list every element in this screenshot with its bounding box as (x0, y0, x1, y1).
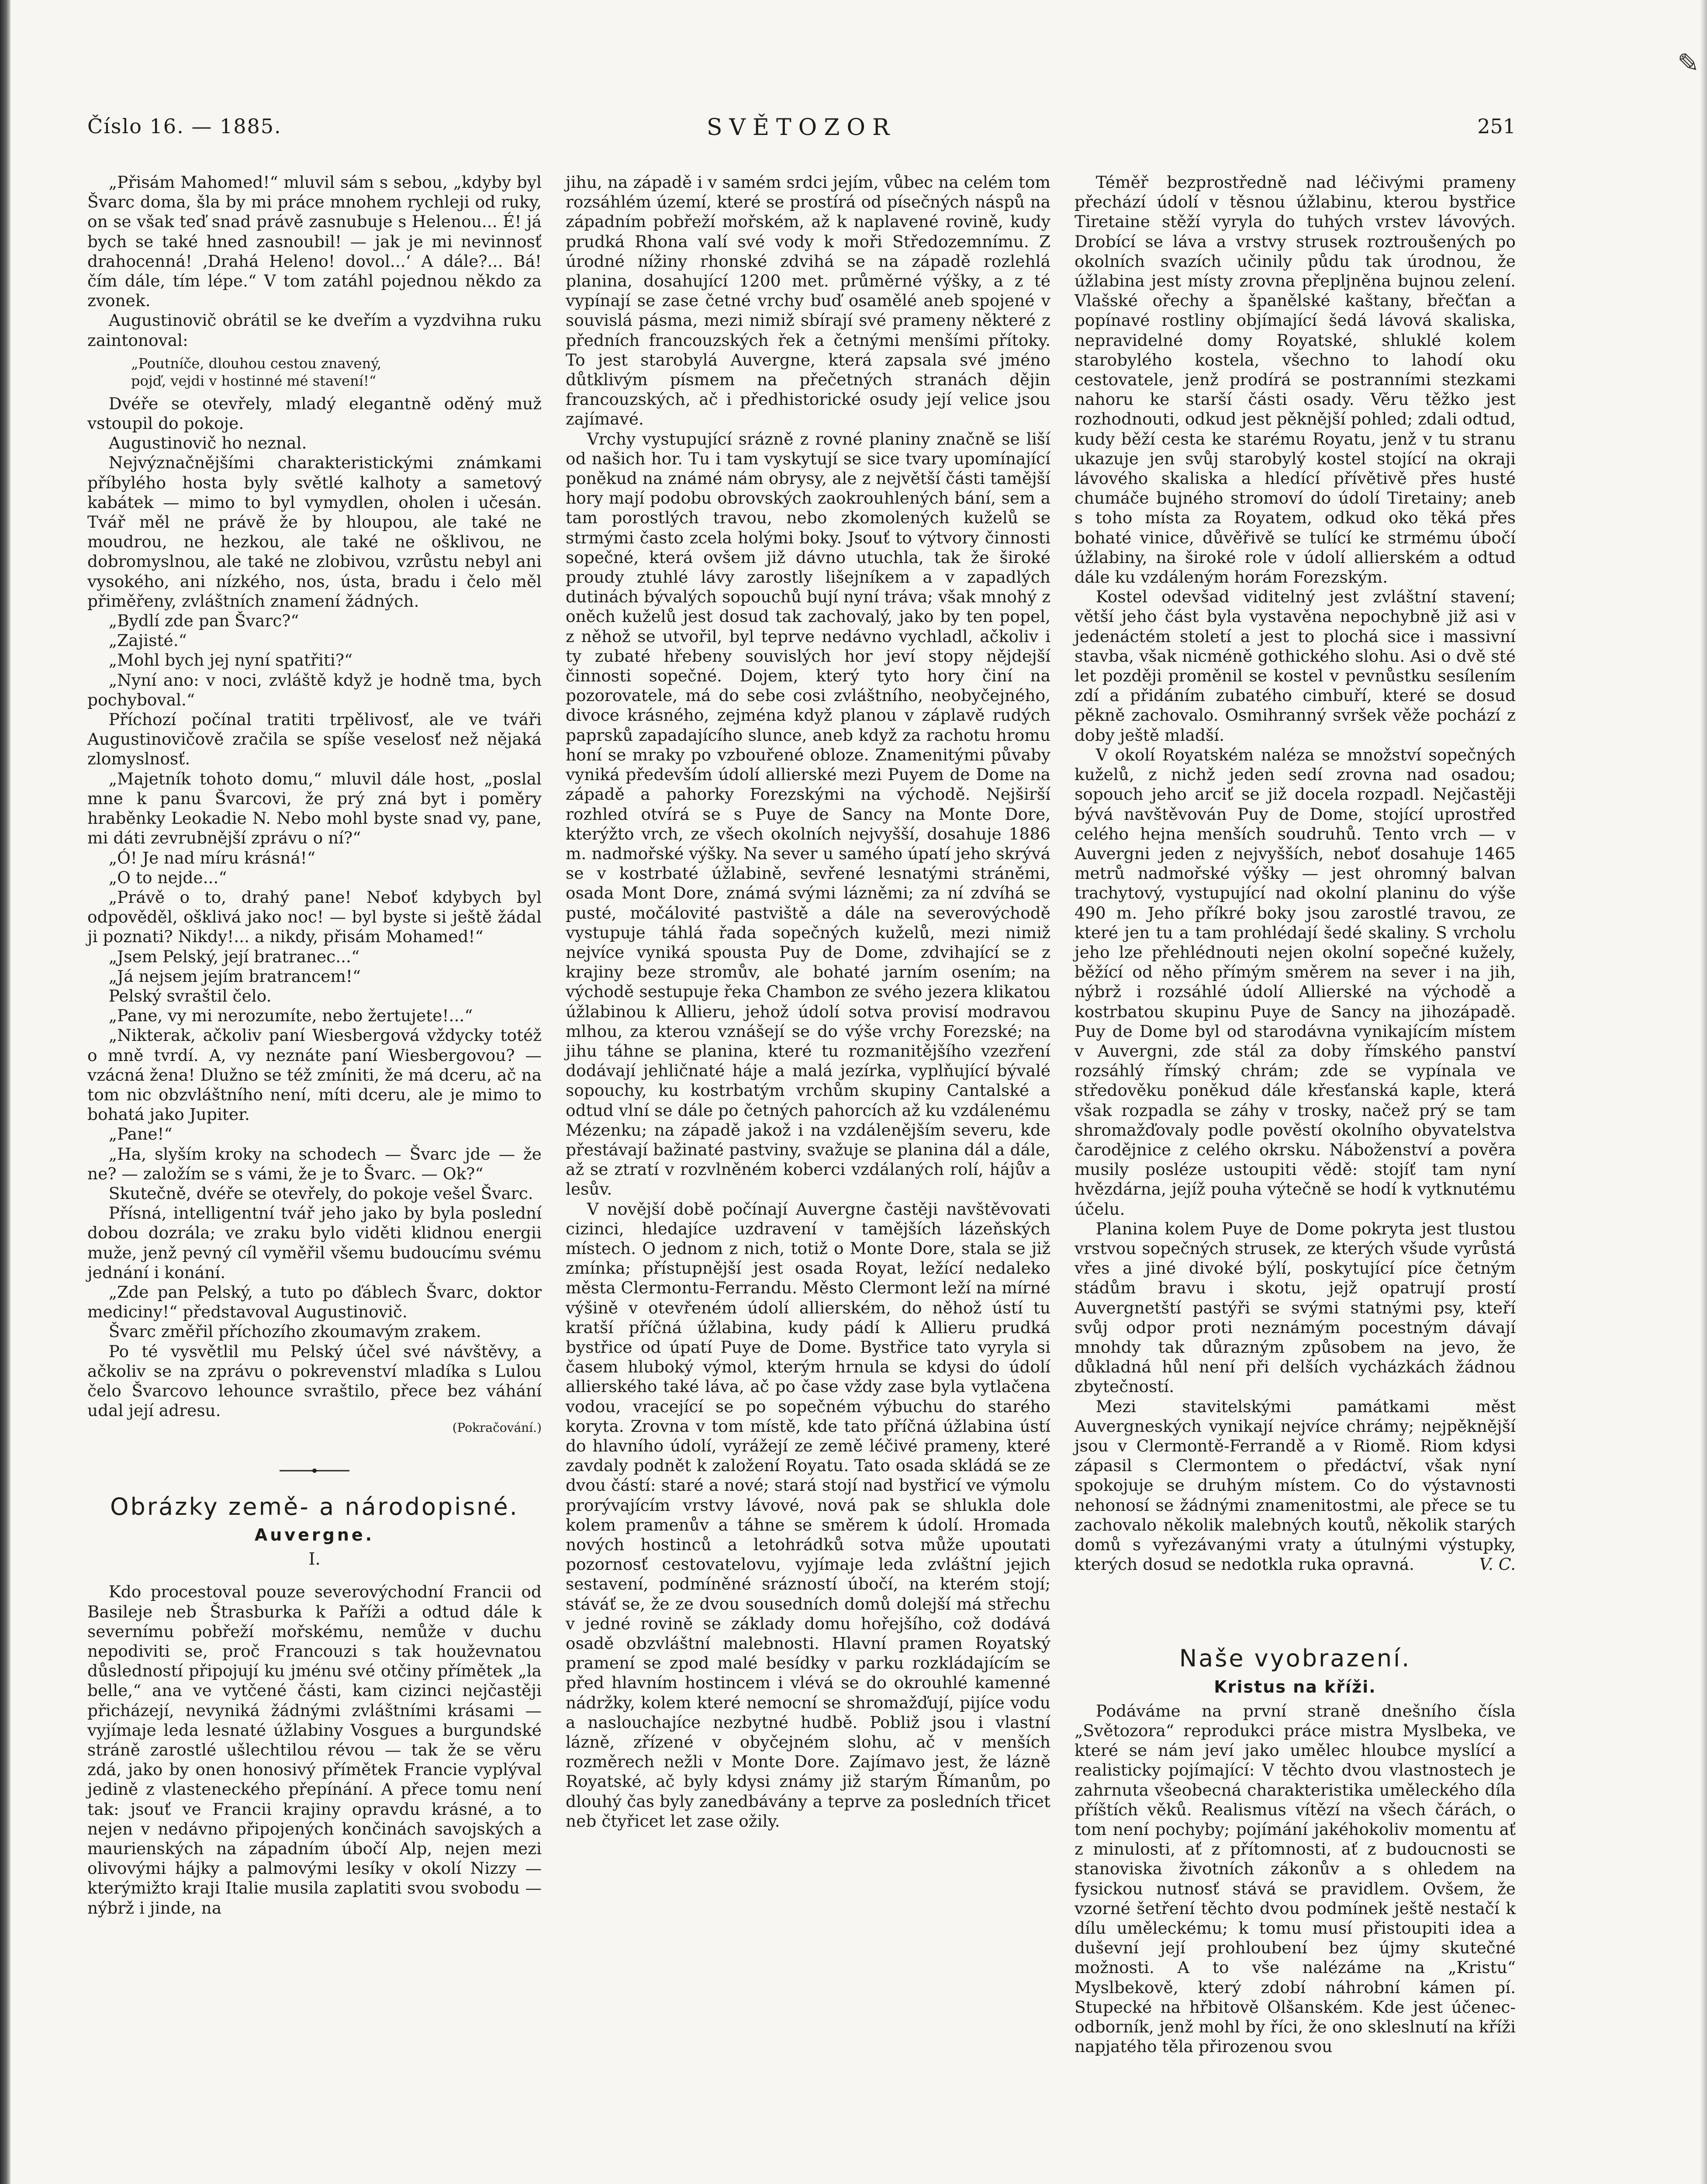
page-number: 251 (1477, 114, 1516, 138)
paragraph: Pelský svraštil čelo. (108, 986, 272, 1006)
section-subtitle: Kristus na kříži. (1214, 1677, 1376, 1697)
author-signature: V. C. (1479, 1555, 1516, 1574)
paragraph: „Mohl bych jej nyní spatřiti?“ (108, 650, 353, 670)
paragraph-text: Mezi stavitelskými památkami měst Auvergneských vynikají nejvíce chrámy; nejpěknější jsou v Clermontě-Ferrandě a v Riomě. Riom kdysi zápasil s Clermontem o předáctví, však nyní spokojuje se druhým místem. Co do výstavnosti nehonosí se žádnými znamenitostmi, ale přece se tu zachovalo několik malebných koutů, několik starých domů s vyřezávanými vraty a útulnými výstupky, kterých dosud se nedotkla ruka opravná. (1075, 1396, 1516, 1574)
paragraph: „Zde pan Pelský, a tuto po ďáblech Švarc, doktor mediciny!“ představoval Augustinovič. (87, 1282, 542, 1322)
paragraph: Kdo procestoval pouze severovýchodní Francii od Basileje neb Štrasburka k Paříži a odtud dále k severnímu pobřeží mořskému, nemůže v duchu nepodiviti se, proč Francouzi s tak houževnatou důsledností připojují ku jménu své otčiny přímětek „la belle,“ ana ve vytčené části, kam cizinci nejčastěji přicházejí, nevyniká žádnými zvláštními krásami — vyjímaje leda lesnaté úžlabiny Vosgues a burgundské stráně zarostlé ušlechtilou révou — tak že se věru zdá, jako by onen honosivý přímětek Francie vyplýval jedině z vlasteneckého přepínání. A přece tomu není tak: jsouť ve Francii krajiny opravdu krásné, a to nejen v nedávno připojených končinách savojských a maurienských na západním úbočí Alp, nejen mezi olivovými hájky a palmovými lesíky v okolí Nizzy — kterýmižto kraji Italie musila zaplatiti svou svobodu — nýbrž i jinde, na (87, 1582, 542, 1918)
journal-title: SVĚTOZOR (706, 114, 897, 141)
paragraph: „Bydlí zde pan Švarc?“ (108, 611, 299, 631)
paragraph: Augustinovič obrátil se ke dveřím a vyzdvihna ruku zaintonoval: (87, 311, 542, 350)
paragraph: „Ó! Je nad míru krásná!“ (108, 848, 316, 867)
book-spine (0, 0, 10, 2184)
column-1 (87, 173, 542, 1918)
paragraph: jihu, na západě i v samém srdci jejím, vůbec na celém tom rozsáhlém území, které se prostírá od písečných náspů na západním pobřeží mořském, až k naplavené rovině, kudy prudká Rhona valí své vody k moři Středozemnímu. Z úrodné nížiny rhonské zdvihá se na západě rozlehlá planina, dosahující 1200 met. průměrné výšky, a z té vypínají se zase četné vrchy buď osamělé aneb spojené v souvislá pásma, mezi nimiž sbírají své prameny některé z předních francouzských řek a četnými menšími přítoky. To jest starobylá Auvergne, která zapsala své jméno důtklivým písmem na přečetných stranách dějin francouzských, ač i předhistorické osudy její velice jsou zajímavé. (566, 173, 1050, 429)
paragraph: „Nyní ano: v noci, zvláště když je hodně tma, bych pochyboval.“ (87, 670, 542, 709)
page-header (87, 114, 1516, 145)
paragraph: V novější době počínají Auvergne častěji navštěvovati cizinci, hledajíce uzdravení v tamějších lázeňských místech. O jednom z nich, totiž o Monte Dore, stala se již zmínka; přístupnější jest osada Royat, ležící nedaleko města Clermontu-Ferrandu. Město Clermont leží na mírné výšině v otevřeném údolí allierském, do něhož ústí tu kratší příčná úžlabina, kudy pádí k Allieru prudká bystřice od úpatí Puye de Dome. Bystřice tato vyryla si časem hluboký výmol, kterým hrnula se kdysi do údolí allierského také láva, ač po čase vždy zase byla vytlačena vodou, vracející se po sopečném výbuchu do starého koryta. Zrovna v tom místě, kde tato příčná úžlabina ústí do hlavního údolí, vyrážejí ze země léčivé prameny, které zavdaly podnět k založení Royatu. Tato osada skládá se ze dvou částí: staré a nové; stará stojí nad bystřicí ve výmolu prorývajícím vrstvy lávové, nová pak se shlukla dole kolem pramenův a táhne se směrem k údolí. Hromada nových hostinců a letohrádků sotva může upoutati pozornosť cestovatelovu, vyjímaje leda zvláštní jejich sestavení, podmíněné srázností úbočí, na kterém stojí; stáváť se, že ze dvou sousedních domů dolejší má střechu v jedné rovině se základy domu hořejšího, což dodává osadě obzvláštní malebnosti. Hlavní pramen Royatský pramení se zpod malé besídky v parku rozkládajícím se před hlavním hostincem i vlévá se do okrouhlé kamenné nádržky, kolem které nemocní se shromažďují, pijíce vodu a naslouchajíce nezbytné hudbě. Pobliž jsou i vlastní lázně, zřízené v obyčejném slohu, ač v menších rozměrech nežli v Monte Dore. Zajímavo jest, že lázně Royatské, ač byly kdysi známy již starým Římanům, po dlouhý čas byly zanedbávány a teprve za posledních třicet neb čtyřicet let zase ožily. (566, 1199, 1050, 1831)
paragraph: Skutečně, dvéře se otevřely, do pokoje vešel Švarc. (108, 1183, 533, 1203)
section-numeral: I. (308, 1549, 321, 1569)
paragraph: Přísná, intelligentní tvář jeho jako by byla poslední dobou dozrála; ve zraku bylo viděti klidnou energii muže, jenž pevný cíl vyměřil všemu budoucímu svému jednání i konání. (87, 1203, 542, 1282)
spacer (1075, 1574, 1516, 1627)
paragraph: Příchozí počínal tratiti trpělivosť, ale ve tváři Augustinovičově zračila se spíše veselosť než nějaká zlomyslnosť. (87, 710, 542, 769)
paragraph: Augustinovič ho neznal. (108, 433, 307, 453)
paragraph: Švarc změřil příchozího zkoumavým zrakem. (108, 1322, 481, 1341)
paragraph: „Právě o to, drahý pane! Neboť kdybych byl odpověděl, ošklivá jako noc! — byl byste si ještě žádal ji poznati? Nikdy!... a nikdy, přisám Mohamed!“ (87, 887, 542, 947)
continued-note: (Pokračování.) (452, 1420, 542, 1435)
section-title: Naše vyobrazení. (1179, 1645, 1411, 1673)
section-subtitle: Auvergne. (254, 1525, 375, 1545)
column-3 (1075, 173, 1516, 2056)
verse (131, 355, 542, 390)
paragraph: „Pane!“ (108, 1124, 173, 1144)
paragraph: Vrchy vystupující srázně z rovné planiny značně se liší od našich hor. Tu i tam vyskytují se sice tvary upomínající poněkud na známé nám obrysy, ale z největší části tamější hory mají podobu obrovských zaokrouhlených bání, sem a tam porostlých travou, nebo zkomolených kuželů se strmými často zcela holými boky. Jsouť to výtvory činnosti sopečné, která ovšem již dávno utuchla, tak že široké proudy ztuhlé lávy zarostly lišejníkem a v zapadlých dutinách bývalých sopouchů bují nyní tráva; však mnohý z oněch kuželů jest dosud tak zachovalý, jako by ten popel, z něhož se utvořil, byl teprve nedávno vychladl, ačkoliv i ty zubaté hřebeny souvislých hor jeví stopy nějdejší činnosti sopečné. Dojem, který tyto hory činí na pozorovatele, má do sebe cosi zvláštního, neobyčejného, divoce krásného, zejména když planou v záplavě rudých paprsků zapadajícího slunce, aneb když za rachotu hromu honí se mraky po vzbouřené obloze. Znamenitými půvaby vyniká především údolí allierské mezi Puyem de Dome na západě a pahorky Forezskými na východě. Nejširší rozhled otvírá se s Puye de Sancy na Monte Dore, kterýžto vrch, ze všech okolních nejvyšší, dosahuje 1886 m. nadmořské výšky. Na sever u samého úpatí jeho skrývá se v kostrbaté úžlabině, sevřené lesnatými stráněmi, osada Mont Dore, známá svými lázněmi; za ní zdvíhá se pusté, močálovité pastviště a dále na severovýchodě vystupuje táhlá řada sopečných kuželů, mezi nimiž nejvíce vyniká spousta Puy de Dome, zdvihající se z krajiny beze stromův, ale bohaté jarním osením; na východě sestupuje řeka Chambon ze svého jezera klikatou úžlabinou k Allieru, jehož údolí sotva provisí modravou mlhou, za kterou vznášejí se do výše vrchy Forezské; na jihu táhne se planina, které tu rozmanitějšího vzezření dodávají jehličnaté háje a malá jezírka, vyplňující bývalé sopouchy, ku kostrbatým vrchům skupiny Cantalské a odtud vlní se dále po četných pahorcích až ku vzdálenému Mézenku; na západě jakož i na vzdálenějším severu, kde přestávají bažinaté pastviny, svažuje se planina dál a dále, až se ztratí v rozvlněném koberci vzdálaných rolí, hájův a lesův. (566, 429, 1050, 1199)
paragraph: „Majetník tohoto domu,“ mluvil dále host, „poslal mne k panu Švarcovi, že prý zná byt i poměry hraběnky Leokadie N. Nebo mohl byste snad vy, pane, mi dáti zevrubnější zprávu o ní?“ (87, 769, 542, 848)
verse-line: pojď, vejdi v hostinné mé stavení!“ (131, 372, 377, 389)
paragraph: „Pane, vy mi nerozumíte, nebo žertujete!...“ (108, 1006, 473, 1026)
divider-ornament (87, 1460, 542, 1479)
edge-mark-icon: ✎ (1677, 48, 1700, 79)
paragraph: Po té vysvětlil mu Pelský účel své návštěvy, a ačkoliv se na zprávu o pokrevenství mladíka s Lulou čelo Švarcovo lehounce svraštilo, přece bez váhání udal její adresu. (87, 1341, 542, 1420)
paragraph: Kostel odevšad viditelný jest zvláštní stavení; větší jeho část byla vystavěna nepochybně již asi v jedenáctém století a jest to plochá sice i massivní stavba, však nicméně gothického slohu. Asi o dvě sté let později proměnil se kostel v pevnůstku sesílením zdí a přidáním zubatého cimbuří, které se dosud pěkně zachovalo. Osmihranný svršek věže pochází z doby ještě mladší. (1075, 587, 1516, 745)
paragraph: „Přisám Mahomed!“ mluvil sám s sebou, „kdyby byl Švarc doma, šla by mi práce mnohem rychleji od ruky, on se však teď snad právě zasnubuje s Helenou... É! já bych se také hned zasnoubil! — jak je mi nevinnosť drahocenná! ‚Drahá Heleno! dovol...‘ A dále?... Bá! čím dále, tím lépe.“ V tom zatáhl pojednou někdo za zvonek. (87, 173, 542, 311)
paragraph: „Zajisté.“ (108, 631, 187, 650)
paragraph: „Ha, slyším kroky na schodech — Švarc jde — že ne? — založím se s vámi, že je to Švarc. — Ok?“ (87, 1144, 542, 1183)
paragraph: Téměř bezprostředně nad léčivými prameny přechází údolí v těsnou úžlabinu, kterou bystřice Tiretaine stěží vyryla do tuhých vrstev lávových. Drobící se láva a vrstvy strusek roztroušených po okolních svazích učinily půdu tak úrodnou, že úžlabina jest místy zrovna přepljněna bujnou zelení. Vlašské ořechy a španělské kaštany, břečťan a popínavé rostliny objímající šedá lávová skaliska, nepravidelné domy Royatské, shluklé kolem starobylého kostela, všechno to lahodí oku cestovatele, jenž prodírá se postranními stezkami nahoru ke starší části osady. Věru těžko jest rozhodnouti, odkud jest pěknější pohled; zdali odtud, kudy běží cesta ke starému Royatu, jenž v tu stranu ukazuje jen svůj starobylý kostel stojící na okraji lávového skaliska a hledící přívětivě přes husté chumáče bujného stromoví do údolí Tiretainy; aneb s toho místa za Royatem, odkud oko těká přes bohaté vinice, důvěřivě se tulící ke strmému úbočí úžlabiny, na široké role v údolí allierském a odtud dále ku vzdáleným horám Forezským. (1075, 173, 1516, 587)
paragraph: „Já nejsem jejím bratrancem!“ (108, 966, 361, 986)
issue-number: Číslo 16. — 1885. (87, 114, 282, 138)
paragraph: Podáváme na první straně dnešního čísla „Světozora“ reprodukci práce mistra Myslbeka, ve které se nám jeví jako umělec hloubce myslící a realisticky pojímající: V těchto dvou vlastnostech je zahrnuta všeobecná charakteristika uměleckého díla příštích věků. Realismus vítězí na všech čárách, o tom není pochyby; pojímání jakéhokoliv momentu ať z minulosti, ať z přítomnosti, ať z budoucnosti se stanoviska životních zákonův a s ohledem na fysickou nutnosť stává se pravidlem. Ovšem, že vzorné šetření těchto dvou podmínek ještě nestačí k dílu uměleckému; k tomu musí přistoupiti idea a duševní její prohloubení bez újmy skutečné možnosti. A to vše nalézáme na „Kristu“ Myslbekově, který zdobí náhrobní kámen pí. Stupecké na hřbitově Olšanském. Kde jest účenec-odborník, jenž mohl by říci, že ono skleslnutí na kříži napjatého těla přirozenou svou (1075, 1701, 1516, 2056)
paragraph: „Jsem Pelský, její bratranec...“ (108, 947, 360, 966)
column-2 (566, 173, 1050, 1831)
paragraph: „Nikterak, ačkoliv paní Wiesbergová vždycky totéž o mně tvrdí. A, vy neznáte paní Wiesbergovou? — vzácná žena! Dlužno se též zmíniti, že má dceru, ač na tom nic obzvláštního není, míti dceru, ale je mimo to bohatá jako Jupiter. (87, 1026, 542, 1124)
page-edge (1700, 0, 1707, 2184)
paragraph (1075, 1397, 1516, 1575)
paragraph: Planina kolem Puye de Dome pokryta jest tlustou vrstvou sopečných strusek, ze kterých všude vyrůstá vřes a jiné divoké býlí, poskytující píce četným stádům bravu i skotu, jejž opatrují prostí Auvergnetští pastýři se svými statnými psy, kteří svůj odpor proti neznámým pocestným dávají mnohdy tak důrazným způsobem na jevo, že důkladná hůl není při delších vycházkách žádnou zbytečností. (1075, 1219, 1516, 1396)
section-title: Obrázky země- a národopisné. (110, 1493, 519, 1521)
paragraph: V okolí Royatském naléza se množství sopečných kuželů, z nichž jeden sedí zrovna nad osadou; sopouch jeho arciť se již docela rozpadl. Nejčastěji bývá navštěvován Puy de Dome, stojící uprostřed celého hejna menších soudruhů. Tento vrch — v Auvergni jeden z nejvyšších, neboť dosahuje 1465 metrů nadmořské výšky — jest ohromný balvan trachytový, vystupující nad okolní planinu do výše 490 m. Jeho příkré boky jsou zarostlé travou, ze které jen tu a tam prohlédají šedé skaliny. S vrcholu jeho lze přehlédnouti nejen okolní sopečné kužely, běžící od něho přímým směrem na sever i na jih, nýbrž i rozsáhlé údolí Allierské na východě a kostrbatou skupinu Puye de Sancy na jihozápadě. Puy de Dome byl od starodávna vynikajícím místem v Auvergni, zde stál za doby římského panství rozsáhlý římský chrám; zde se vypínala ve středověku poněkud dále křesťanská kaple, která však rozpadla se záhy v trosky, načež prý se tam shromažďovaly podle pověstí okolního obyvatelstva čarodějnice z celého okrsku. Náboženství a pověra musily posléze ustoupiti vědě: stojíť tam nyní hvězdárna, jejíž pouha výtečně se hodí k vytknutému účelu. (1075, 745, 1516, 1219)
paragraph: Nejvýznačnějšími charakteristickými známkami příbylého hosta byly světlé kalhoty a sametový kabátek — mimo to byl vymydlen, oholen i učesán. Tvář měl ne právě že by hloupou, ale také ne moudrou, ne hezkou, ale také ne ošklivou, ne dobromyslnou, ale také ne zlobivou, vzrůstu nebyl ani vysokého, ani nízkého, nos, ústa, bradu i čelo měl přiměřeny, zvláštních znamení žádných. (87, 453, 542, 611)
paragraph: Dvéře se otevřely, mladý elegantně oděný muž vstoupil do pokoje. (87, 394, 542, 433)
verse-line: „Poutníče, dlouhou cestou znavený, (131, 355, 382, 372)
paragraph: „O to nejde...“ (108, 867, 227, 887)
